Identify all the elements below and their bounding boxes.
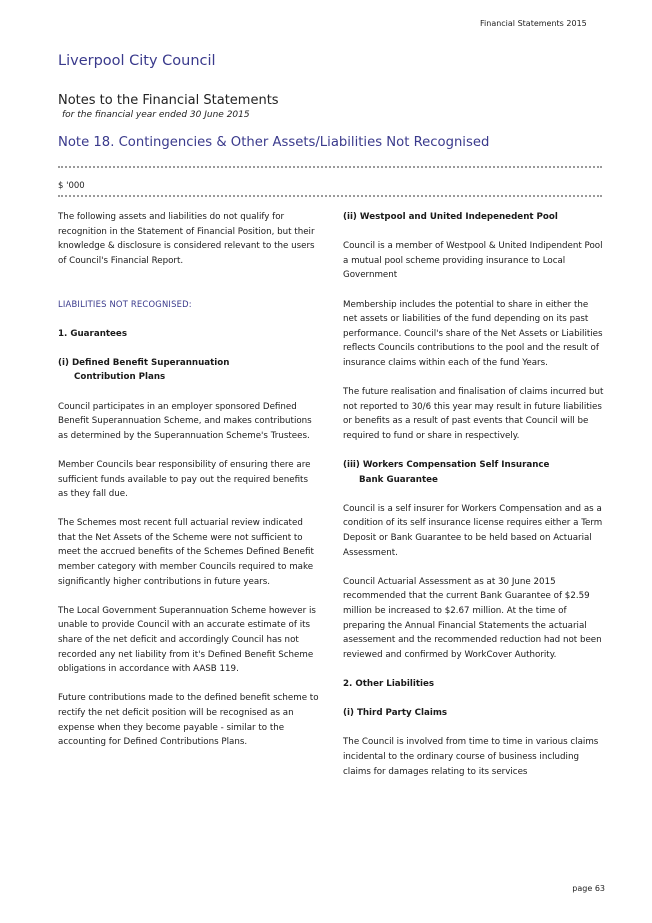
paragraph: The Local Government Superannuation Scheme however is unable to provide Council with an accurate estimate of its share of the net deficit and accordingly Council has not recorded any net liability from it's Defined Benefit Scheme obligations in accordance with AASB 119.	[58, 605, 316, 675]
paragraph: Council Actuarial Assessment as at 30 June 2015 recommended that the current Bank Guarantee of $2.59 million be increased to $2.67 million. At the time of preparing the Annual Financial Statements the actuarial asessement and the recommended reduction had not been reviewed and confirmed by WorkCover Authority.	[343, 576, 602, 660]
heading-defined-benefit: (i) Defined Benefit Superannuation	[58, 357, 230, 368]
note-heading: Note 18. Contingencies & Other Assets/Liabilities Not Recognised	[58, 135, 490, 150]
heading-defined-benefit-line2: Contribution Plans	[74, 372, 166, 383]
right-column	[343, 210, 605, 779]
heading-third-party-claims: (i) Third Party Claims	[343, 708, 448, 719]
page-number: page 63	[572, 884, 605, 893]
notes-title: Notes to the Financial Statements	[58, 93, 279, 108]
paragraph: Council is a member of Westpool & United Indipendent Pool a mutual pool scheme providing insurance to Local Government	[343, 241, 603, 281]
paragraph: Membership includes the potential to share in either the net assets or liabilities of the fund depending on its past performance. Council's share of the Net Assets or Liabilities reflects Councils contributions to the pool and the result of insurance claims within each of the fund Years.	[343, 299, 603, 368]
running-header: Financial Statements 2015	[480, 19, 587, 28]
heading-other-liabilities: 2. Other Liabilities	[343, 679, 435, 689]
section-heading-liabilities: LIABILITIES NOT RECOGNISED:	[58, 299, 192, 310]
divider-top	[58, 166, 602, 168]
paragraph: The Council is involved from time to time in various claims incidental to the ordinary course of business including claims for damages relating to its services	[343, 737, 599, 777]
heading-westpool: (ii) Westpool and United Indepenedent Pool	[343, 212, 558, 222]
notes-subtitle: for the financial year ended 30 June 2015	[62, 110, 250, 120]
paragraph: Future contributions made to the defined benefit scheme to rectify the net deficit position will be recognised as an expense when they become payable - similar to the accounting for Defined Contributions Plans.	[58, 693, 319, 748]
left-column	[58, 210, 320, 750]
intro-paragraph: The following assets and liabilities do not qualify for recognition in the Statement of Financial Position, but their knowledge & disclosure is considered relevant to the users of Council's Financial Report.	[58, 212, 315, 266]
heading-workers-comp-line2: Bank Guarantee	[359, 474, 438, 485]
council-name: Liverpool City Council	[58, 53, 216, 69]
paragraph: The future realisation and finalisation of claims incurred but not reported to 30/6 this year may result in future liabilities or benefits as a result of past events that Council will be required to fund or share in respectively.	[343, 387, 604, 441]
units-label: $ '000	[58, 181, 85, 191]
divider-bottom	[58, 195, 602, 197]
paragraph: Council participates in an employer sponsored Defined Benefit Superannuation Scheme, and makes contributions as determined by the Superannuation Scheme's Trustees.	[58, 401, 312, 441]
paragraph: Member Councils bear responsibility of ensuring there are sufficient funds available to pay out the required benefits as they fall due.	[58, 459, 311, 500]
paragraph: The Schemes most recent full actuarial review indicated that the Net Assets of the Scheme were not sufficient to meet the accrued benefits of the Schemes Defined Benefit member category with member Councils required to make significantly higher contributions in future years.	[58, 518, 314, 587]
heading-guarantees: 1. Guarantees	[58, 328, 127, 339]
paragraph: Council is a self insurer for Workers Compensation and as a condition of its self insurance license requires either a Term Deposit or Bank Guarantee to be held based on Actuarial Assessment.	[343, 503, 603, 558]
heading-workers-comp: (iii) Workers Compensation Self Insurance	[343, 460, 550, 471]
